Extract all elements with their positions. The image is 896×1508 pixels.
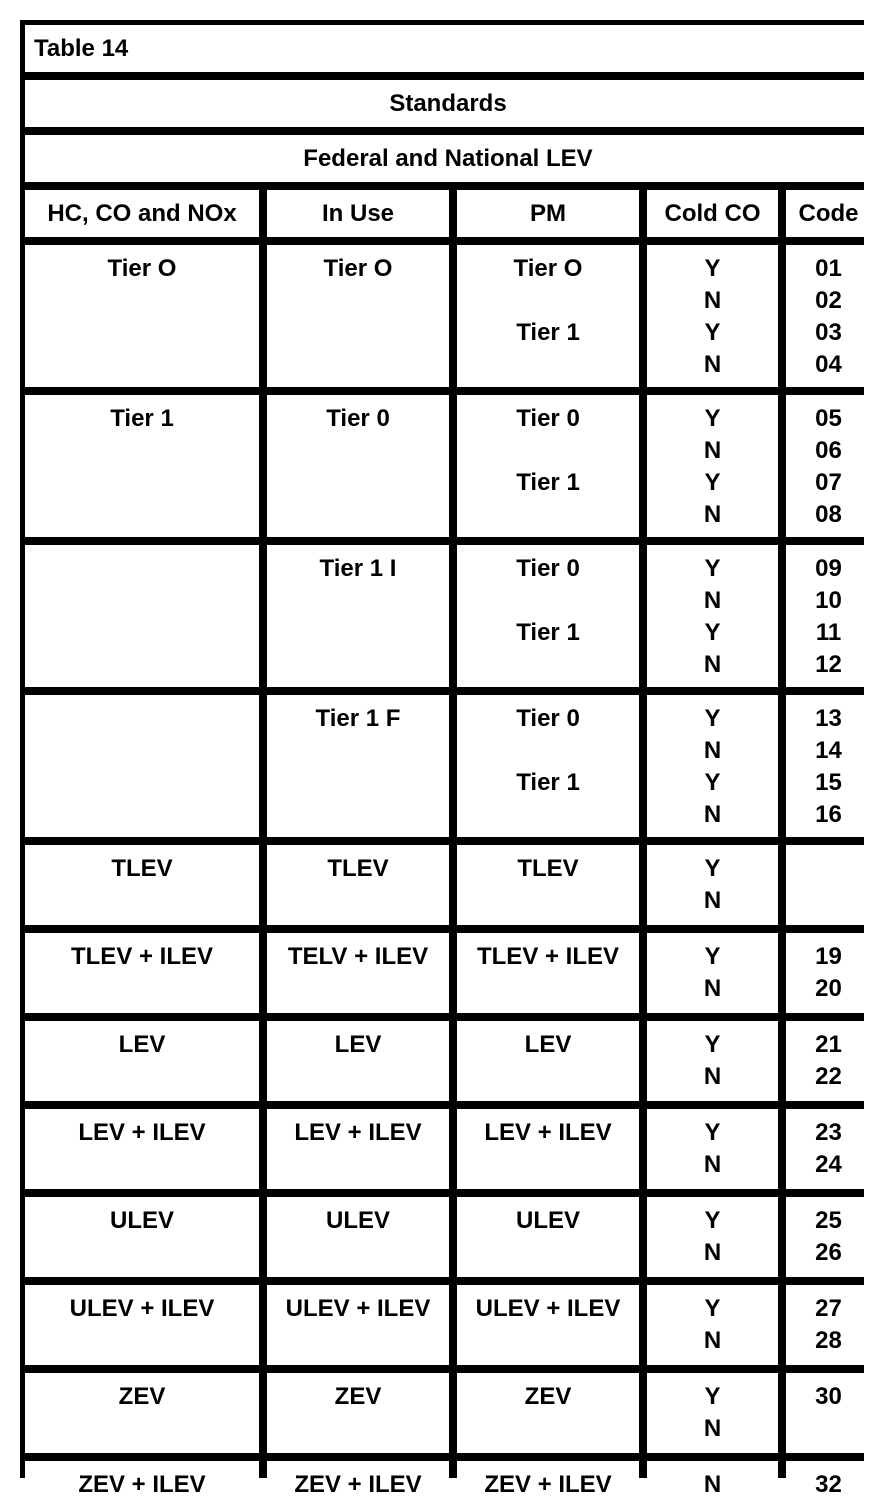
code-value: 14 (815, 737, 842, 764)
pair-1-hc-cell (25, 933, 259, 1013)
cold-value: Y (704, 469, 721, 496)
cold-value: N (703, 587, 722, 614)
pair-6-pm: ZEV (524, 1383, 572, 1410)
pair-4-code-cell (786, 1197, 871, 1277)
group-3-inuse-cell (267, 695, 449, 837)
cold-value: N (703, 1415, 722, 1442)
group-1-inuse-cell (267, 395, 449, 537)
last-pm: ZEV + ILEV (484, 1471, 612, 1498)
header-code: Code (786, 190, 871, 237)
federal-national-lev-banner: Federal and National LEV (25, 135, 871, 182)
cold-value: N (703, 1239, 722, 1266)
pair-5-inuse-cell (267, 1285, 449, 1365)
group-0-pm-a: Tier O (513, 255, 583, 282)
pair-6-hc: ZEV (118, 1383, 166, 1410)
group-1-cold-cell (647, 395, 778, 537)
cold-value: N (703, 501, 722, 528)
pair-1-pm-cell (457, 933, 639, 1013)
cold-value: Y (704, 769, 721, 796)
cold-value: N (703, 737, 722, 764)
standards-table (20, 20, 864, 1498)
code-value: 02 (815, 287, 842, 314)
pair-1-pm: TLEV + ILEV (476, 943, 620, 970)
header-hc-co-nox: HC, CO and NOx (25, 190, 259, 237)
group-3-hc-cell (25, 695, 259, 837)
pair-3-cold-cell (647, 1109, 778, 1189)
code-value: 15 (815, 769, 842, 796)
cold-value: Y (704, 943, 721, 970)
code-value: 12 (815, 651, 842, 678)
cold-value: Y (704, 319, 721, 346)
code-value (786, 1413, 871, 1445)
last-cold-cell (647, 1461, 778, 1508)
pair-5-pm-cell (457, 1285, 639, 1365)
cold-value: Y (704, 619, 721, 646)
pair-3-code-cell (786, 1109, 871, 1189)
pair-1-code-cell (786, 933, 871, 1013)
code-value: 26 (815, 1239, 842, 1266)
group-0-inuse-cell (267, 245, 449, 387)
group-2-code-cell (786, 545, 871, 687)
group-3-cold-cell (647, 695, 778, 837)
code-value: 13 (815, 705, 842, 732)
group-2-hc (25, 545, 259, 553)
last-hc: ZEV + ILEV (78, 1471, 206, 1498)
code-value: 05 (815, 405, 842, 432)
pair-3-hc-cell (25, 1109, 259, 1189)
pair-1-cold-cell (647, 933, 778, 1013)
cold-value: N (703, 1063, 722, 1090)
group-1-code-cell (786, 395, 871, 537)
group-1-pm-a: Tier 0 (516, 405, 580, 432)
code-value: 19 (815, 943, 842, 970)
code-value: 16 (815, 801, 842, 828)
code-value: 08 (815, 501, 842, 528)
cold-value: N (703, 887, 722, 914)
table-title: Table 14 (25, 25, 871, 72)
pair-3-pm-cell (457, 1109, 639, 1189)
cold-value: Y (704, 555, 721, 582)
pair-2-code-cell (786, 1021, 871, 1101)
cold-value: N (703, 651, 722, 678)
pair-4-hc-cell (25, 1197, 259, 1277)
group-3-pm-b: Tier 1 (516, 769, 580, 796)
code-value: 11 (815, 619, 842, 646)
pair-5-inuse: ULEV + ILEV (285, 1295, 431, 1322)
last-inuse: ZEV + ILEV (294, 1471, 422, 1498)
pair-1-inuse: TELV + ILEV (287, 943, 429, 970)
pair-0-pm: TLEV (517, 855, 579, 882)
group-3-inuse: Tier 1 F (315, 705, 401, 732)
code-value: 10 (815, 587, 842, 614)
pair-6-pm-cell (457, 1373, 639, 1453)
code-value: 01 (815, 255, 842, 282)
code-value: 04 (815, 351, 842, 378)
code-value: 06 (815, 437, 842, 464)
pair-2-inuse: LEV (334, 1031, 382, 1058)
pair-3-inuse-cell (267, 1109, 449, 1189)
group-0-hc: Tier O (107, 255, 177, 282)
group-3-code-cell (786, 695, 871, 837)
group-0-cold-cell (647, 245, 778, 387)
group-1-pm-cell (457, 395, 639, 537)
pair-6-cold-cell (647, 1373, 778, 1453)
group-0-inuse: Tier O (323, 255, 393, 282)
group-2-hc-cell (25, 545, 259, 687)
header-cold-co: Cold CO (647, 190, 778, 237)
code-value: 20 (815, 975, 842, 1002)
header-pm: PM (457, 190, 639, 237)
group-0-pm-b: Tier 1 (516, 319, 580, 346)
code-value: 21 (815, 1031, 842, 1058)
cold-value: N (703, 437, 722, 464)
cold-value: Y (704, 1295, 721, 1322)
cold-value: Y (704, 855, 721, 882)
cold-value: Y (704, 1383, 721, 1410)
group-0-pm-cell (457, 245, 639, 387)
group-2-inuse-cell (267, 545, 449, 687)
group-2-pm-b: Tier 1 (516, 619, 580, 646)
group-2-pm-a: Tier 0 (516, 555, 580, 582)
pair-0-pm-cell (457, 845, 639, 925)
last-inuse-cell (267, 1461, 449, 1508)
pair-6-hc-cell (25, 1373, 259, 1453)
group-1-hc: Tier 1 (110, 405, 174, 432)
pair-3-pm: LEV + ILEV (484, 1119, 612, 1146)
cold-value: N (703, 975, 722, 1002)
last-pm-cell (457, 1461, 639, 1508)
pair-2-pm: LEV (524, 1031, 572, 1058)
cold-value: N (703, 351, 722, 378)
cold-value: N (703, 1151, 722, 1178)
pair-0-cold-cell (647, 845, 778, 925)
pair-5-pm: ULEV + ILEV (475, 1295, 621, 1322)
code-value: 22 (815, 1063, 842, 1090)
code-value (786, 853, 871, 885)
pair-1-hc: TLEV + ILEV (70, 943, 214, 970)
pair-4-inuse-cell (267, 1197, 449, 1277)
cold-value: Y (704, 1119, 721, 1146)
code-value: 28 (815, 1327, 842, 1354)
pair-2-pm-cell (457, 1021, 639, 1101)
cold-value: N (703, 287, 722, 314)
cold-value: Y (704, 1207, 721, 1234)
group-1-hc-cell (25, 395, 259, 537)
cold-value: Y (704, 1031, 721, 1058)
code-value: 25 (815, 1207, 842, 1234)
code-value: 27 (815, 1295, 842, 1322)
pair-4-pm: ULEV (515, 1207, 580, 1234)
last-hc-cell (25, 1461, 259, 1508)
last-code-cell (786, 1461, 871, 1508)
code-value: 30 (815, 1383, 842, 1410)
cold-value: Y (704, 705, 721, 732)
pair-5-hc: ULEV + ILEV (69, 1295, 215, 1322)
pair-0-inuse-cell (267, 845, 449, 925)
pair-5-cold-cell (647, 1285, 778, 1365)
standards-banner: Standards (25, 80, 871, 127)
group-3-hc (25, 695, 259, 703)
code-value: 24 (815, 1151, 842, 1178)
cold-value: Y (704, 255, 721, 282)
group-3-pm-a: Tier 0 (516, 705, 580, 732)
pair-6-inuse: ZEV (334, 1383, 382, 1410)
group-0-hc-cell (25, 245, 259, 387)
pair-3-inuse: LEV + ILEV (294, 1119, 422, 1146)
pair-3-hc: LEV + ILEV (78, 1119, 206, 1146)
code-value: 23 (815, 1119, 842, 1146)
group-1-inuse: Tier 0 (326, 405, 390, 432)
pair-5-code-cell (786, 1285, 871, 1365)
pair-4-inuse: ULEV (325, 1207, 390, 1234)
cold-value: N (703, 1327, 722, 1354)
pair-5-hc-cell (25, 1285, 259, 1365)
pair-2-cold-cell (647, 1021, 778, 1101)
pair-4-pm-cell (457, 1197, 639, 1277)
group-3-pm-cell (457, 695, 639, 837)
code-value: 03 (815, 319, 842, 346)
header-in-use: In Use (267, 190, 449, 237)
pair-4-hc: ULEV (109, 1207, 174, 1234)
code-value: 09 (815, 555, 842, 582)
pair-0-inuse: TLEV (327, 855, 389, 882)
cold-value: N (703, 801, 722, 828)
code-value (786, 885, 871, 917)
pair-2-hc-cell (25, 1021, 259, 1101)
pair-0-hc-cell (25, 845, 259, 925)
pair-2-hc: LEV (118, 1031, 166, 1058)
last-code: 32 (815, 1471, 842, 1498)
pair-2-inuse-cell (267, 1021, 449, 1101)
pair-0-code-cell (786, 845, 871, 925)
pair-6-code-cell (786, 1373, 871, 1453)
group-1-pm-b: Tier 1 (516, 469, 580, 496)
code-value: 07 (815, 469, 842, 496)
group-0-code-cell (786, 245, 871, 387)
pair-0-hc: TLEV (111, 855, 173, 882)
last-cold: N (703, 1471, 722, 1498)
pair-1-inuse-cell (267, 933, 449, 1013)
group-2-inuse: Tier 1 I (319, 555, 397, 582)
cold-value: Y (704, 405, 721, 432)
pair-6-inuse-cell (267, 1373, 449, 1453)
group-2-pm-cell (457, 545, 639, 687)
group-2-cold-cell (647, 545, 778, 687)
pair-4-cold-cell (647, 1197, 778, 1277)
